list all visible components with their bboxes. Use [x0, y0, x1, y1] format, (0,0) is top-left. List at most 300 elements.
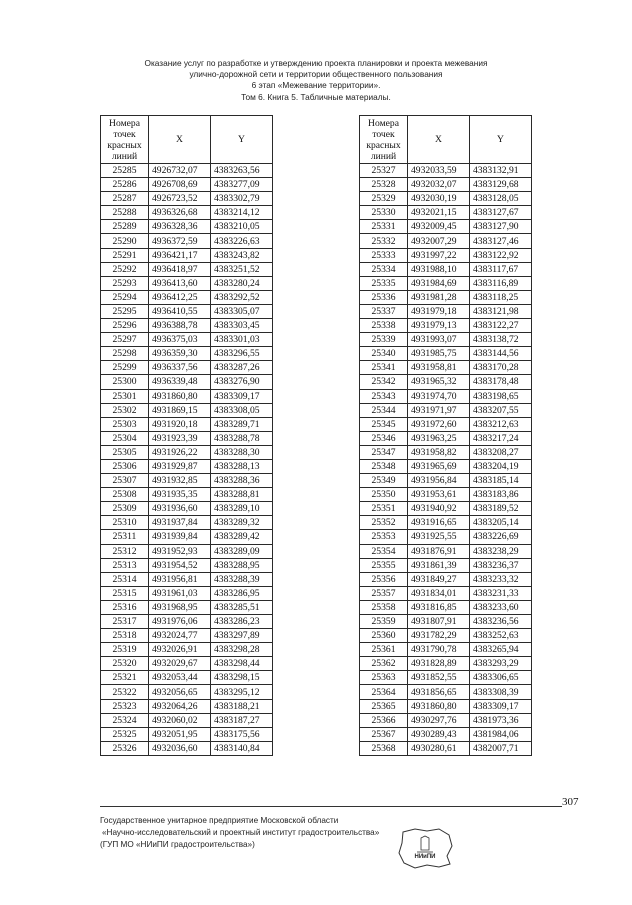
- point-number-cell: 25292: [101, 262, 149, 276]
- x-coordinate-cell: 4931925,55: [408, 530, 470, 544]
- point-number-cell: 25300: [101, 375, 149, 389]
- table-row: [101, 431, 273, 445]
- x-coordinate-cell: 4932026,91: [149, 643, 211, 657]
- y-coordinate-cell: 4383188,21: [211, 699, 273, 713]
- y-coordinate-cell: 4383298,15: [211, 671, 273, 685]
- column-header-x: X: [408, 116, 470, 164]
- column-header-number: Номера точек красных линий: [360, 116, 408, 164]
- x-coordinate-cell: 4932036,60: [149, 741, 211, 755]
- x-coordinate-cell: 4932064,26: [149, 699, 211, 713]
- x-coordinate-cell: 4932009,45: [408, 220, 470, 234]
- table-row: [101, 403, 273, 417]
- y-coordinate-cell: 4383198,65: [470, 389, 532, 403]
- y-coordinate-cell: 4383305,07: [211, 304, 273, 318]
- table-row: [101, 629, 273, 643]
- x-coordinate-cell: 4932029,67: [149, 657, 211, 671]
- point-number-cell: 25310: [101, 516, 149, 530]
- x-coordinate-cell: 4936326,68: [149, 206, 211, 220]
- header-line-4: Том 6. Книга 5. Табличные материалы.: [241, 91, 391, 102]
- table-row: [101, 741, 273, 755]
- table-row: [360, 234, 532, 248]
- table-row: [360, 403, 532, 417]
- y-coordinate-cell: 4383205,14: [470, 516, 532, 530]
- point-number-cell: 25364: [360, 685, 408, 699]
- x-coordinate-cell: 4936410,55: [149, 304, 211, 318]
- point-number-cell: 25313: [101, 558, 149, 572]
- x-coordinate-cell: 4931953,61: [408, 488, 470, 502]
- point-number-cell: 25301: [101, 389, 149, 403]
- x-coordinate-cell: 4931860,80: [149, 389, 211, 403]
- table-row: [101, 657, 273, 671]
- page-number: 307: [562, 796, 579, 808]
- x-coordinate-cell: 4932053,44: [149, 671, 211, 685]
- point-number-cell: 25294: [101, 290, 149, 304]
- y-coordinate-cell: 4383144,56: [470, 347, 532, 361]
- table-row: [101, 643, 273, 657]
- table-row: [101, 530, 273, 544]
- y-coordinate-cell: 4383289,09: [211, 544, 273, 558]
- table-row: [360, 192, 532, 206]
- y-coordinate-cell: 4382007,71: [470, 741, 532, 755]
- y-coordinate-cell: 4383292,52: [211, 290, 273, 304]
- table-row: [360, 304, 532, 318]
- point-number-cell: 25319: [101, 643, 149, 657]
- point-number-cell: 25334: [360, 262, 408, 276]
- y-coordinate-cell: 4383236,56: [470, 615, 532, 629]
- table-row: [101, 474, 273, 488]
- point-number-cell: 25327: [360, 164, 408, 178]
- table-row: [360, 319, 532, 333]
- x-coordinate-cell: 4926723,52: [149, 192, 211, 206]
- point-number-cell: 25307: [101, 474, 149, 488]
- x-coordinate-cell: 4931965,69: [408, 459, 470, 473]
- point-number-cell: 25289: [101, 220, 149, 234]
- x-coordinate-cell: 4936412,25: [149, 290, 211, 304]
- y-coordinate-cell: 4383140,84: [211, 741, 273, 755]
- coordinates-table-right: [359, 115, 532, 756]
- point-number-cell: 25343: [360, 389, 408, 403]
- y-coordinate-cell: 4383207,55: [470, 403, 532, 417]
- table-row: [101, 502, 273, 516]
- point-number-cell: 25339: [360, 333, 408, 347]
- y-coordinate-cell: 4383293,29: [470, 657, 532, 671]
- point-number-cell: 25353: [360, 530, 408, 544]
- x-coordinate-cell: 4931916,65: [408, 516, 470, 530]
- x-coordinate-cell: 4931923,39: [149, 431, 211, 445]
- x-coordinate-cell: 4931816,85: [408, 600, 470, 614]
- y-coordinate-cell: 4383286,95: [211, 586, 273, 600]
- y-coordinate-cell: 4383214,12: [211, 206, 273, 220]
- x-coordinate-cell: 4936388,78: [149, 319, 211, 333]
- point-number-cell: 25288: [101, 206, 149, 220]
- point-number-cell: 25297: [101, 333, 149, 347]
- point-number-cell: 25295: [101, 304, 149, 318]
- y-coordinate-cell: 4383252,63: [470, 629, 532, 643]
- x-coordinate-cell: 4932051,95: [149, 727, 211, 741]
- x-coordinate-cell: 4931965,32: [408, 375, 470, 389]
- x-coordinate-cell: 4932024,77: [149, 629, 211, 643]
- x-coordinate-cell: 4932021,15: [408, 206, 470, 220]
- point-number-cell: 25305: [101, 445, 149, 459]
- y-coordinate-cell: 4383298,28: [211, 643, 273, 657]
- table-row: [360, 657, 532, 671]
- x-coordinate-cell: 4936328,36: [149, 220, 211, 234]
- table-row: [360, 643, 532, 657]
- y-coordinate-cell: 4383208,27: [470, 445, 532, 459]
- column-header-x: X: [149, 116, 211, 164]
- table-row: [101, 445, 273, 459]
- table-row: [360, 741, 532, 755]
- x-coordinate-cell: 4936413,60: [149, 276, 211, 290]
- point-number-cell: 25348: [360, 459, 408, 473]
- y-coordinate-cell: 4383175,56: [211, 727, 273, 741]
- coordinates-table-left: [100, 115, 273, 756]
- y-coordinate-cell: 4383129,68: [470, 178, 532, 192]
- x-coordinate-cell: 4931963,25: [408, 431, 470, 445]
- y-coordinate-cell: 4383187,27: [211, 713, 273, 727]
- column-header-y: Y: [211, 116, 273, 164]
- footer-divider: [100, 806, 562, 807]
- header-line-3: 6 этап «Межевание территории».: [251, 80, 381, 91]
- point-number-cell: 25366: [360, 713, 408, 727]
- point-number-cell: 25331: [360, 220, 408, 234]
- point-number-cell: 25324: [101, 713, 149, 727]
- y-coordinate-cell: 4383233,60: [470, 600, 532, 614]
- table-row: [101, 319, 273, 333]
- table-row: [101, 699, 273, 713]
- document-footer: [100, 815, 379, 851]
- point-number-cell: 25336: [360, 290, 408, 304]
- x-coordinate-cell: 4926708,69: [149, 178, 211, 192]
- x-coordinate-cell: 4931849,27: [408, 572, 470, 586]
- point-number-cell: 25291: [101, 248, 149, 262]
- table-row: [360, 220, 532, 234]
- x-coordinate-cell: 4931984,69: [408, 276, 470, 290]
- table-row: [360, 516, 532, 530]
- x-coordinate-cell: 4931828,89: [408, 657, 470, 671]
- table-row: [101, 600, 273, 614]
- table-row: [360, 333, 532, 347]
- point-number-cell: 25308: [101, 488, 149, 502]
- table-row: [360, 417, 532, 431]
- point-number-cell: 25325: [101, 727, 149, 741]
- y-coordinate-cell: 4383212,63: [470, 417, 532, 431]
- y-coordinate-cell: 4383286,23: [211, 615, 273, 629]
- x-coordinate-cell: 4936375,03: [149, 333, 211, 347]
- table-row: [360, 431, 532, 445]
- y-coordinate-cell: 4383128,05: [470, 192, 532, 206]
- y-coordinate-cell: 4383309,17: [211, 389, 273, 403]
- table-row: [360, 206, 532, 220]
- point-number-cell: 25328: [360, 178, 408, 192]
- table-row: [360, 474, 532, 488]
- table-header-row: [101, 116, 273, 164]
- document-header: [0, 58, 632, 103]
- y-coordinate-cell: 4383308,05: [211, 403, 273, 417]
- point-number-cell: 25306: [101, 459, 149, 473]
- table-row: [360, 178, 532, 192]
- table-row: [101, 558, 273, 572]
- table-row: [360, 615, 532, 629]
- x-coordinate-cell: 4936339,48: [149, 375, 211, 389]
- x-coordinate-cell: 4931940,92: [408, 502, 470, 516]
- point-number-cell: 25342: [360, 375, 408, 389]
- point-number-cell: 25354: [360, 544, 408, 558]
- y-coordinate-cell: 4383288,30: [211, 445, 273, 459]
- y-coordinate-cell: 4383288,95: [211, 558, 273, 572]
- point-number-cell: 25363: [360, 671, 408, 685]
- x-coordinate-cell: 4931860,80: [408, 699, 470, 713]
- x-coordinate-cell: 4931920,18: [149, 417, 211, 431]
- y-coordinate-cell: 4383121,98: [470, 304, 532, 318]
- footer-line-2: «Научно-исследовательский и проектный институт градостроительства»: [102, 828, 380, 837]
- point-number-cell: 25320: [101, 657, 149, 671]
- y-coordinate-cell: 4383210,05: [211, 220, 273, 234]
- table-row: [101, 220, 273, 234]
- x-coordinate-cell: 4930289,43: [408, 727, 470, 741]
- point-number-cell: 25355: [360, 558, 408, 572]
- point-number-cell: 25340: [360, 347, 408, 361]
- y-coordinate-cell: 4383297,89: [211, 629, 273, 643]
- x-coordinate-cell: 4936337,56: [149, 361, 211, 375]
- table-row: [101, 727, 273, 741]
- table-row: [360, 530, 532, 544]
- point-number-cell: 25323: [101, 699, 149, 713]
- table-body-right: [360, 164, 532, 756]
- y-coordinate-cell: 4383238,29: [470, 544, 532, 558]
- x-coordinate-cell: 4931997,22: [408, 248, 470, 262]
- table-row: [101, 488, 273, 502]
- point-number-cell: 25358: [360, 600, 408, 614]
- x-coordinate-cell: 4931956,84: [408, 474, 470, 488]
- y-coordinate-cell: 4383178,48: [470, 375, 532, 389]
- x-coordinate-cell: 4931961,03: [149, 586, 211, 600]
- y-coordinate-cell: 4383183,86: [470, 488, 532, 502]
- point-number-cell: 25314: [101, 572, 149, 586]
- y-coordinate-cell: 4383289,32: [211, 516, 273, 530]
- table-row: [101, 572, 273, 586]
- x-coordinate-cell: 4931852,55: [408, 671, 470, 685]
- table-row: [101, 375, 273, 389]
- header-line-2: улично-дорожной сети и территории общественного пользования: [189, 69, 443, 80]
- x-coordinate-cell: 4932056,65: [149, 685, 211, 699]
- table-row: [101, 276, 273, 290]
- x-coordinate-cell: 4931971,97: [408, 403, 470, 417]
- table-row: [101, 206, 273, 220]
- point-number-cell: 25316: [101, 600, 149, 614]
- table-header-row: [360, 116, 532, 164]
- x-coordinate-cell: 4931985,75: [408, 347, 470, 361]
- y-coordinate-cell: 4383127,67: [470, 206, 532, 220]
- x-coordinate-cell: 4931869,15: [149, 403, 211, 417]
- table-row: [101, 685, 273, 699]
- point-number-cell: 25299: [101, 361, 149, 375]
- point-number-cell: 25360: [360, 629, 408, 643]
- table-row: [360, 558, 532, 572]
- table-row: [360, 600, 532, 614]
- point-number-cell: 25332: [360, 234, 408, 248]
- table-row: [101, 234, 273, 248]
- x-coordinate-cell: 4931972,60: [408, 417, 470, 431]
- table-row: [360, 389, 532, 403]
- point-number-cell: 25337: [360, 304, 408, 318]
- x-coordinate-cell: 4931993,07: [408, 333, 470, 347]
- point-number-cell: 25335: [360, 276, 408, 290]
- point-number-cell: 25338: [360, 319, 408, 333]
- x-coordinate-cell: 4931807,91: [408, 615, 470, 629]
- header-line-1: Оказание услуг по разработке и утверждению проекта планировки и проекта межевания: [144, 58, 488, 68]
- column-header-y: Y: [470, 116, 532, 164]
- x-coordinate-cell: 4936359,30: [149, 347, 211, 361]
- y-coordinate-cell: 4383243,82: [211, 248, 273, 262]
- table-row: [101, 459, 273, 473]
- y-coordinate-cell: 4383138,72: [470, 333, 532, 347]
- y-coordinate-cell: 4383298,44: [211, 657, 273, 671]
- point-number-cell: 25285: [101, 164, 149, 178]
- y-coordinate-cell: 4383301,03: [211, 333, 273, 347]
- table-row: [360, 586, 532, 600]
- y-coordinate-cell: 4383288,78: [211, 431, 273, 445]
- y-coordinate-cell: 4383288,13: [211, 459, 273, 473]
- x-coordinate-cell: 4931979,13: [408, 319, 470, 333]
- table-row: [101, 516, 273, 530]
- point-number-cell: 25330: [360, 206, 408, 220]
- x-coordinate-cell: 4931834,01: [408, 586, 470, 600]
- table-row: [360, 445, 532, 459]
- table-row: [101, 544, 273, 558]
- point-number-cell: 25344: [360, 403, 408, 417]
- table-row: [360, 488, 532, 502]
- point-number-cell: 25365: [360, 699, 408, 713]
- column-header-number: Номера точек красных линий: [101, 116, 149, 164]
- table-row: [101, 248, 273, 262]
- x-coordinate-cell: 4932033,59: [408, 164, 470, 178]
- point-number-cell: 25309: [101, 502, 149, 516]
- table-body-left: [101, 164, 273, 756]
- x-coordinate-cell: 4931988,10: [408, 262, 470, 276]
- y-coordinate-cell: 4383226,63: [211, 234, 273, 248]
- table-row: [360, 375, 532, 389]
- x-coordinate-cell: 4931974,70: [408, 389, 470, 403]
- y-coordinate-cell: 4383288,39: [211, 572, 273, 586]
- table-row: [101, 164, 273, 178]
- y-coordinate-cell: 4381984,06: [470, 727, 532, 741]
- x-coordinate-cell: 4931937,84: [149, 516, 211, 530]
- x-coordinate-cell: 4931979,18: [408, 304, 470, 318]
- x-coordinate-cell: 4931935,35: [149, 488, 211, 502]
- y-coordinate-cell: 4383288,36: [211, 474, 273, 488]
- y-coordinate-cell: 4383288,81: [211, 488, 273, 502]
- x-coordinate-cell: 4931939,84: [149, 530, 211, 544]
- x-coordinate-cell: 4931926,22: [149, 445, 211, 459]
- point-number-cell: 25287: [101, 192, 149, 206]
- y-coordinate-cell: 4383122,92: [470, 248, 532, 262]
- point-number-cell: 25321: [101, 671, 149, 685]
- table-row: [360, 671, 532, 685]
- point-number-cell: 25326: [101, 741, 149, 755]
- x-coordinate-cell: 4932060,02: [149, 713, 211, 727]
- table-row: [101, 615, 273, 629]
- y-coordinate-cell: 4383309,17: [470, 699, 532, 713]
- x-coordinate-cell: 4931856,65: [408, 685, 470, 699]
- x-coordinate-cell: 4931790,78: [408, 643, 470, 657]
- y-coordinate-cell: 4383189,52: [470, 502, 532, 516]
- point-number-cell: 25347: [360, 445, 408, 459]
- table-row: [360, 629, 532, 643]
- y-coordinate-cell: 4383308,39: [470, 685, 532, 699]
- logo-text: НИиПИ: [414, 854, 436, 860]
- x-coordinate-cell: 4931981,28: [408, 290, 470, 304]
- point-number-cell: 25359: [360, 615, 408, 629]
- y-coordinate-cell: 4383118,25: [470, 290, 532, 304]
- point-number-cell: 25352: [360, 516, 408, 530]
- y-coordinate-cell: 4383251,52: [211, 262, 273, 276]
- table-row: [360, 459, 532, 473]
- y-coordinate-cell: 4383217,24: [470, 431, 532, 445]
- y-coordinate-cell: 4383226,69: [470, 530, 532, 544]
- point-number-cell: 25298: [101, 347, 149, 361]
- y-coordinate-cell: 4383296,55: [211, 347, 273, 361]
- x-coordinate-cell: 4931968,95: [149, 600, 211, 614]
- table-row: [101, 417, 273, 431]
- point-number-cell: 25311: [101, 530, 149, 544]
- table-row: [360, 699, 532, 713]
- x-coordinate-cell: 4936418,97: [149, 262, 211, 276]
- point-number-cell: 25293: [101, 276, 149, 290]
- x-coordinate-cell: 4936421,17: [149, 248, 211, 262]
- y-coordinate-cell: 4383204,19: [470, 459, 532, 473]
- y-coordinate-cell: 4383127,46: [470, 234, 532, 248]
- x-coordinate-cell: 4932032,07: [408, 178, 470, 192]
- y-coordinate-cell: 4383285,51: [211, 600, 273, 614]
- table-row: [101, 671, 273, 685]
- table-row: [360, 361, 532, 375]
- niipi-logo-icon: [395, 826, 455, 870]
- y-coordinate-cell: 4383302,79: [211, 192, 273, 206]
- y-coordinate-cell: 4383295,12: [211, 685, 273, 699]
- table-row: [360, 248, 532, 262]
- table-row: [101, 290, 273, 304]
- point-number-cell: 25329: [360, 192, 408, 206]
- table-row: [101, 178, 273, 192]
- y-coordinate-cell: 4383306,65: [470, 671, 532, 685]
- y-coordinate-cell: 4383263,56: [211, 164, 273, 178]
- x-coordinate-cell: 4930297,76: [408, 713, 470, 727]
- point-number-cell: 25345: [360, 417, 408, 431]
- point-number-cell: 25315: [101, 586, 149, 600]
- x-coordinate-cell: 4931958,81: [408, 361, 470, 375]
- x-coordinate-cell: 4930280,61: [408, 741, 470, 755]
- table-row: [101, 347, 273, 361]
- y-coordinate-cell: 4383289,42: [211, 530, 273, 544]
- y-coordinate-cell: 4383276,90: [211, 375, 273, 389]
- table-row: [360, 262, 532, 276]
- point-number-cell: 25346: [360, 431, 408, 445]
- x-coordinate-cell: 4931932,85: [149, 474, 211, 488]
- table-row: [360, 572, 532, 586]
- y-coordinate-cell: 4383231,33: [470, 586, 532, 600]
- table-row: [360, 164, 532, 178]
- table-row: [101, 262, 273, 276]
- table-row: [360, 727, 532, 741]
- x-coordinate-cell: 4932007,29: [408, 234, 470, 248]
- point-number-cell: 25333: [360, 248, 408, 262]
- x-coordinate-cell: 4932030,19: [408, 192, 470, 206]
- x-coordinate-cell: 4931936,60: [149, 502, 211, 516]
- point-number-cell: 25350: [360, 488, 408, 502]
- point-number-cell: 25357: [360, 586, 408, 600]
- y-coordinate-cell: 4383289,71: [211, 417, 273, 431]
